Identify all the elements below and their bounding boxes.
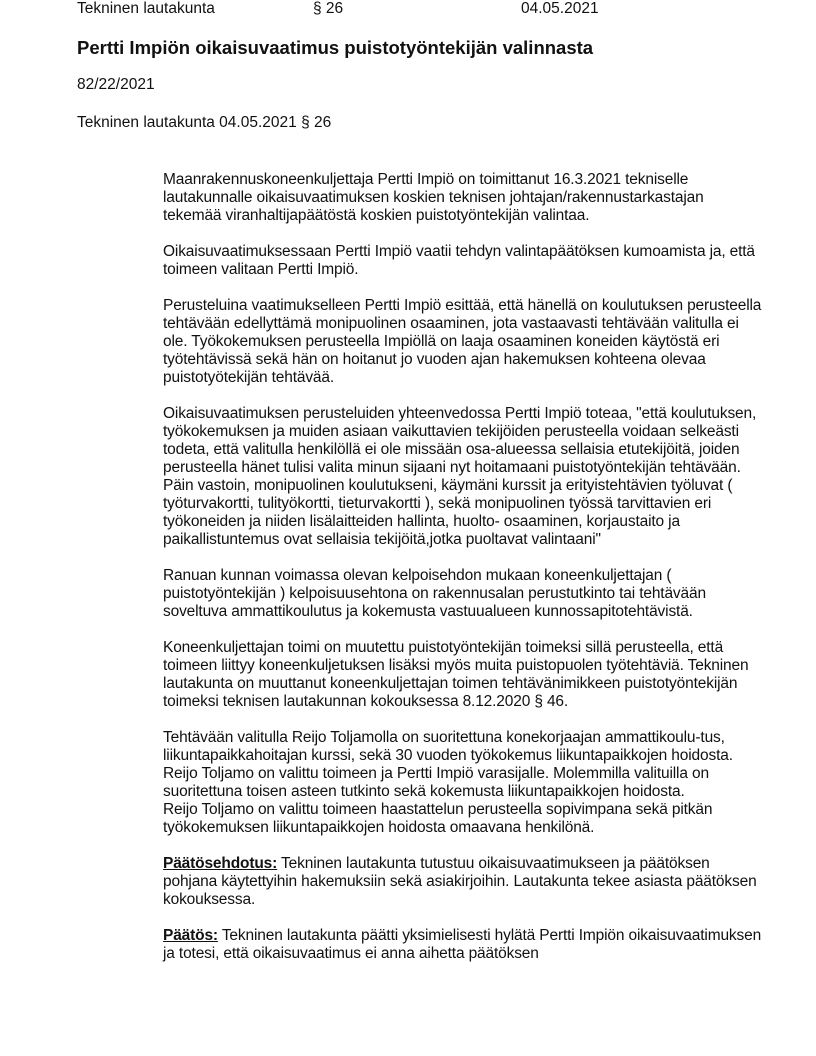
paragraph-selected-person: Tehtävään valitulla Reijo Toljamolla on suoritettuna konekorjaajan ammattikoulu-tus, liikuntapaikkahoitajan kurssi, sekä 30 vuoden työkokemus liikuntapaikkojen hoidosta. xyxy=(163,729,733,764)
proposal-label: Päätösehdotus: xyxy=(163,855,278,872)
paragraph-title-change: Koneenkuljettajan toimi on muutettu puistotyöntekijän toimeksi sillä perusteella, että toimeen liittyy koneenkuljetuksen lisäksi myös muita puistopuolen työtehtäviä. Tekninen lautakunta on muuttanut koneenkuljettajan toimen tehtävänimikkeen puistotyöntekijän toimeksi teknisen lautakunnan kokouksessa 8.12.2020 § 46. xyxy=(163,639,749,710)
paragraph-qualification: Ranuan kunnan voimassa olevan kelpoisehdon mukaan koneenkuljettajan ( puistotyöntekijän ) kelpoisuusehtona on rakennusalan perustutkinto tai tehtävään soveltuva ammattikoulutus ja kokemusta vastuualueen kunnossapitotehtävistä. xyxy=(163,567,706,620)
document-body xyxy=(163,171,763,981)
paragraph-submission: Maanrakennuskoneenkuljettaja Pertti Impiö on toimittanut 16.3.2021 tekniselle lautakunnalle oikaisuvaatimuksen koskien teknisen johtajan/rakennustarkastajan tekemää viranhaltijapäätöstä koskien puistotyöntekijän valintaa. xyxy=(163,171,704,224)
document-title: Pertti Impiön oikaisuvaatimus puistotyöntekijän valinnasta xyxy=(77,37,594,58)
header-section: § 26 xyxy=(313,0,344,17)
paragraph-proposal xyxy=(163,855,763,909)
paragraph-selection: Reijo Toljamo on valittu toimeen ja Pertti Impiö varasijalle. Molemmilla valituilla on suoritettuna toisen asteen tutkinto sekä kokemusta liikuntapaikkojen hoidosta. xyxy=(163,765,709,800)
meeting-reference: Tekninen lautakunta 04.05.2021 § 26 xyxy=(77,114,332,131)
decision-label: Päätös: xyxy=(163,927,218,944)
header-date: 04.05.2021 xyxy=(521,0,599,17)
paragraph-demand: Oikaisuvaatimuksessaan Pertti Impiö vaatii tehdyn valintapäätöksen kumoamista ja, että toimeen valitaan Pertti Impiö. xyxy=(163,243,755,278)
paragraph-decision xyxy=(163,927,763,963)
paragraph-summary-quote: Oikaisuvaatimuksen perusteluiden yhteenvedossa Pertti Impiö toteaa, "että koulutuksen, työkokemuksen ja muiden asiaan vaikuttavien tekijöiden perusteella voidaan selkeästi todeta, että valitulla henkilöllä ei ole missään osa-alueessa sellaisia etutekijöitä, joiden perusteella hänet tulisi valita minun sijaani nyt hoitamaani puistotyöntekijän tehtävään. Päin vastoin, monipuolinen koulutukseni, käymäni kurssit ja erityistehtävien työluvat ( työturvakortti, tulityökortti, tieturvakortti ), sekä monipuolinen työssä tarvittavien eri työkoneiden ja niiden lisälaitteiden hallinta, huolto- osaaminen, korjaustaito ja paikallistuntemus ovat sellaisia tekijöitä,jotka puoltavat valintaani" xyxy=(163,405,757,548)
paragraph-grounds: Perusteluina vaatimukselleen Pertti Impiö esittää, että hänellä on koulutuksen perusteella tehtävään edellyttämä monipuolinen osaaminen, jota vastaavasti tehtävään valitulla ei ole. Työkokemuksen perusteella Impiöllä on laaja osaaminen koneiden käytöstä eri työtehtävissä sekä hän on hoitanut jo vuoden ajan hakemuksen kohteena olevaa puistotyötekijän tehtävää. xyxy=(163,297,762,386)
decision-text: Tekninen lautakunta päätti yksimielisesti hylätä Pertti Impiön oikaisuvaatimuksen ja totesi, että oikaisuvaatimus ei anna aihetta päätöksen xyxy=(163,927,762,962)
case-number: 82/22/2021 xyxy=(77,76,155,93)
page-header xyxy=(0,0,816,20)
header-organization: Tekninen lautakunta xyxy=(77,0,215,17)
proposal-text: Tekninen lautakunta tutustuu oikaisuvaatimukseen ja päätöksen pohjana käytettyihin hakemuksiin sekä asiakirjoihin. Lautakunta tekee asiasta päätöksen kokouksessa. xyxy=(163,855,757,908)
paragraph-interview: Reijo Toljamo on valittu toimeen haastattelun perusteella sopivimpana sekä pitkän työkokemuksen liikuntapaikkojen hoidosta omaavana henkilönä. xyxy=(163,801,713,836)
